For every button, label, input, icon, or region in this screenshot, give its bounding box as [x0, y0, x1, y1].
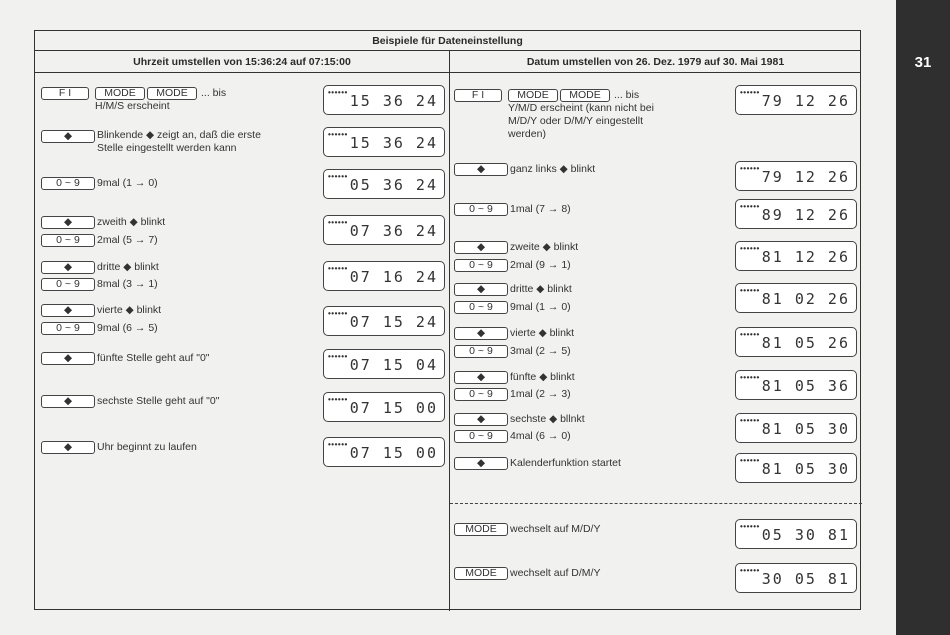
step-text: wechselt auf D/M/Y [510, 567, 601, 579]
step-text: Stelle eingestellt werden kann [97, 142, 237, 154]
display-digits: 81 12 26 [761, 248, 850, 266]
digit-key[interactable]: 0 ~ 9 [454, 301, 508, 314]
step-text: sechste ◆ bllnkt [510, 413, 585, 425]
step-text: wechselt auf M/D/Y [510, 523, 601, 535]
display-dots: •••••• [740, 456, 760, 465]
display-digits: 81 05 26 [761, 334, 850, 352]
step-text: werden) [508, 128, 546, 140]
display-dots: •••••• [328, 218, 348, 227]
display-digits: 07 15 00 [349, 444, 438, 462]
display-dots: •••••• [740, 416, 760, 425]
display-digits: 15 36 24 [349, 92, 438, 110]
step-text: Uhr beginnt zu laufen [97, 441, 197, 453]
step-text: 1mal (7 → 8) [510, 203, 571, 215]
lcd-display [735, 413, 857, 443]
display-digits: 07 15 24 [349, 313, 438, 331]
diamond-key[interactable]: ◆ [41, 304, 95, 317]
display-digits: 05 36 24 [349, 176, 438, 194]
digit-key[interactable]: 0 ~ 9 [41, 177, 95, 190]
display-dots: •••••• [740, 373, 760, 382]
page-sidebar [896, 0, 950, 635]
step-text: sechste Stelle geht auf "0" [97, 395, 220, 407]
digit-key[interactable]: 0 ~ 9 [41, 234, 95, 247]
display-digits: 07 15 00 [349, 399, 438, 417]
diamond-key[interactable]: ◆ [41, 216, 95, 229]
mode-key[interactable]: MODE [454, 567, 508, 580]
step-text: ... bis [614, 89, 640, 101]
diamond-key[interactable]: ◆ [454, 413, 508, 426]
lcd-display [735, 241, 857, 271]
display-digits: 81 05 30 [761, 420, 850, 438]
display-digits: 89 12 26 [761, 206, 850, 224]
display-dots: •••••• [328, 88, 348, 97]
diamond-key[interactable]: ◆ [41, 395, 95, 408]
lcd-display [735, 327, 857, 357]
step-text: zweite ◆ blinkt [510, 241, 579, 253]
diamond-key[interactable]: ◆ [41, 261, 95, 274]
digit-key[interactable]: 0 ~ 9 [454, 259, 508, 272]
diamond-key[interactable]: ◆ [454, 241, 508, 254]
step-text: 8mal (3 → 1) [97, 278, 158, 290]
display-digits: 81 05 36 [761, 377, 850, 395]
lcd-display [323, 261, 445, 291]
step-text: fünfte Stelle geht auf "0" [97, 352, 210, 364]
lcd-display [735, 283, 857, 313]
lcd-display [323, 85, 445, 115]
digit-key[interactable]: 0 ~ 9 [454, 388, 508, 401]
display-digits: 07 15 04 [349, 356, 438, 374]
display-dots: •••••• [740, 286, 760, 295]
right-column-header: Datum umstellen von 26. Dez. 1979 auf 30. Mai 1981 [450, 51, 861, 73]
display-digits: 15 36 24 [349, 134, 438, 152]
step-text: 4mal (6 → 0) [510, 430, 571, 442]
display-digits: 81 02 26 [761, 290, 850, 308]
step-text: fünfte ◆ blinkt [510, 371, 575, 383]
display-digits: 05 30 81 [761, 526, 850, 544]
lcd-display [735, 453, 857, 483]
lcd-display [323, 306, 445, 336]
mode-key[interactable]: MODE [95, 87, 145, 100]
lcd-display [323, 127, 445, 157]
display-dots: •••••• [328, 395, 348, 404]
display-dots: •••••• [328, 130, 348, 139]
lcd-display [735, 519, 857, 549]
diamond-key[interactable]: ◆ [454, 457, 508, 470]
diamond-key[interactable]: ◆ [41, 352, 95, 365]
step-text: ... bis [201, 87, 227, 99]
mode-key[interactable]: MODE [147, 87, 197, 100]
step-text: 1mal (2 → 3) [510, 388, 571, 400]
step-text: Y/M/D erscheint (kann nicht bei [508, 102, 654, 114]
digit-key[interactable]: 0 ~ 9 [454, 203, 508, 216]
step-text: 9mal (6 → 5) [97, 322, 158, 334]
lcd-display [323, 215, 445, 245]
display-digits: 07 36 24 [349, 222, 438, 240]
step-text: Kalenderfunktion startet [510, 457, 621, 469]
display-dots: •••••• [740, 566, 760, 575]
display-dots: •••••• [328, 440, 348, 449]
lcd-display [735, 199, 857, 229]
mode-key[interactable]: MODE [454, 523, 508, 536]
display-dots: •••••• [740, 164, 760, 173]
step-text: 2mal (9 → 1) [510, 259, 571, 271]
display-dots: •••••• [740, 244, 760, 253]
step-text: 3mal (2 → 5) [510, 345, 571, 357]
page-number: 31 [914, 54, 932, 71]
dashed-separator [450, 503, 862, 504]
display-dots: •••••• [740, 88, 760, 97]
digit-key[interactable]: 0 ~ 9 [41, 322, 95, 335]
step-text: 2mal (5 → 7) [97, 234, 158, 246]
step-text: 9mal (1 → 0) [97, 177, 158, 189]
left-column-header: Uhrzeit umstellen von 15:36:24 auf 07:15:00 [35, 51, 449, 73]
display-dots: •••••• [328, 172, 348, 181]
display-dots: •••••• [328, 309, 348, 318]
lcd-display [735, 563, 857, 593]
display-dots: •••••• [740, 522, 760, 531]
diamond-key[interactable]: ◆ [454, 283, 508, 296]
display-digits: 81 05 30 [761, 460, 850, 478]
diamond-key[interactable]: ◆ [454, 163, 508, 176]
lcd-display [323, 437, 445, 467]
table-title: Beispiele für Dateneinstellung [35, 31, 860, 51]
step-text: ganz links ◆ blinkt [510, 163, 596, 175]
diamond-key[interactable]: ◆ [454, 371, 508, 384]
display-dots: •••••• [740, 330, 760, 339]
fi-key[interactable]: F I [41, 87, 89, 100]
lcd-display [323, 169, 445, 199]
display-digits: 07 16 24 [349, 268, 438, 286]
fi-key[interactable]: F I [454, 89, 502, 102]
lcd-display [735, 85, 857, 115]
step-text: 9mal (1 → 0) [510, 301, 571, 313]
diamond-key[interactable]: ◆ [41, 441, 95, 454]
digit-key[interactable]: 0 ~ 9 [41, 278, 95, 291]
step-text: dritte ◆ blinkt [97, 261, 159, 273]
lcd-display [323, 349, 445, 379]
diamond-key[interactable]: ◆ [41, 130, 95, 143]
lcd-display [323, 392, 445, 422]
display-digits: 79 12 26 [761, 92, 850, 110]
display-dots: •••••• [740, 202, 760, 211]
mode-key[interactable]: MODE [508, 89, 558, 102]
display-digits: 79 12 26 [761, 168, 850, 186]
step-text: dritte ◆ blinkt [510, 283, 572, 295]
step-text: vierte ◆ blinkt [97, 304, 162, 316]
lcd-display [735, 161, 857, 191]
step-text: vierte ◆ blinkt [510, 327, 575, 339]
display-dots: •••••• [328, 264, 348, 273]
step-text: H/M/S erscheint [95, 100, 170, 112]
digit-key[interactable]: 0 ~ 9 [454, 345, 508, 358]
digit-key[interactable]: 0 ~ 9 [454, 430, 508, 443]
display-dots: •••••• [328, 352, 348, 361]
column-divider [449, 51, 450, 611]
mode-key[interactable]: MODE [560, 89, 610, 102]
lcd-display [735, 370, 857, 400]
example-table [34, 30, 861, 610]
step-text: Blinkende ◆ zeigt an, daß die erste [97, 129, 261, 141]
diamond-key[interactable]: ◆ [454, 327, 508, 340]
step-text: zweith ◆ blinkt [97, 216, 166, 228]
step-text: M/D/Y oder D/M/Y eingestellt [508, 115, 644, 127]
display-digits: 30 05 81 [761, 570, 850, 588]
